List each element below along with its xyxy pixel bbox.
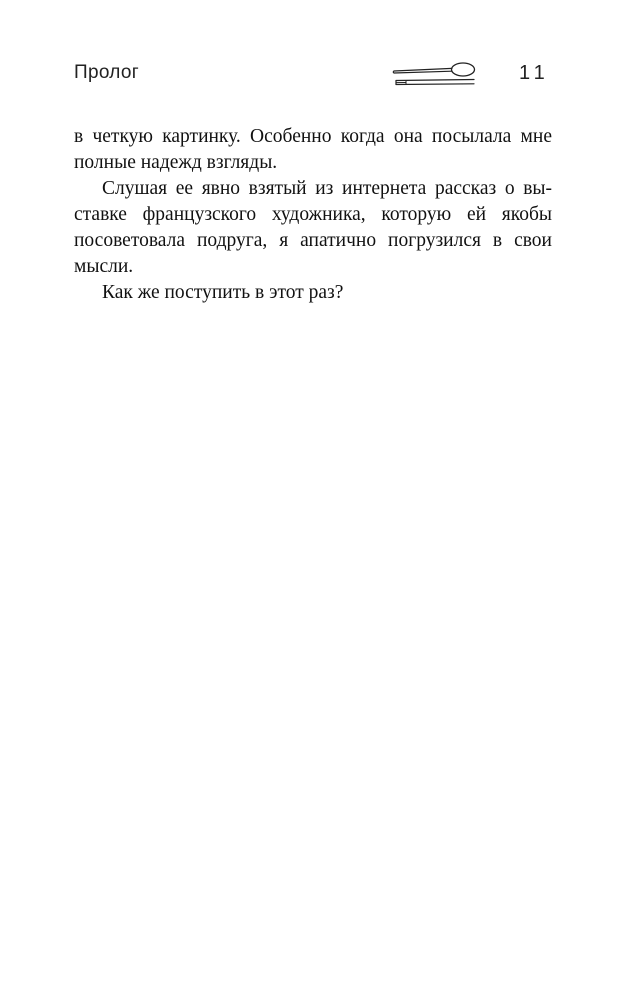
text-line: Как же поступить в этот раз? — [102, 282, 344, 303]
page-number: 11 — [519, 62, 550, 84]
running-head-title: Пролог — [74, 62, 139, 83]
paragraph — [74, 124, 552, 176]
spoon-and-chopsticks-icon — [392, 58, 478, 92]
text-line: полные надежд взгляды. — [74, 152, 278, 173]
text-line: в четкую картинку. Особенно когда она посылала мне — [74, 126, 552, 147]
text-line: посоветовала подруга, я апатично погрузился в свои — [74, 230, 552, 251]
text-line: ставке французского художника, которую ей якобы — [74, 204, 552, 225]
body-text — [74, 124, 552, 306]
paragraph — [74, 176, 552, 280]
paragraph — [74, 280, 552, 306]
text-line: Слушая ее явно взятый из интернета рассказ о вы- — [102, 178, 552, 199]
text-line: мысли. — [74, 256, 134, 277]
